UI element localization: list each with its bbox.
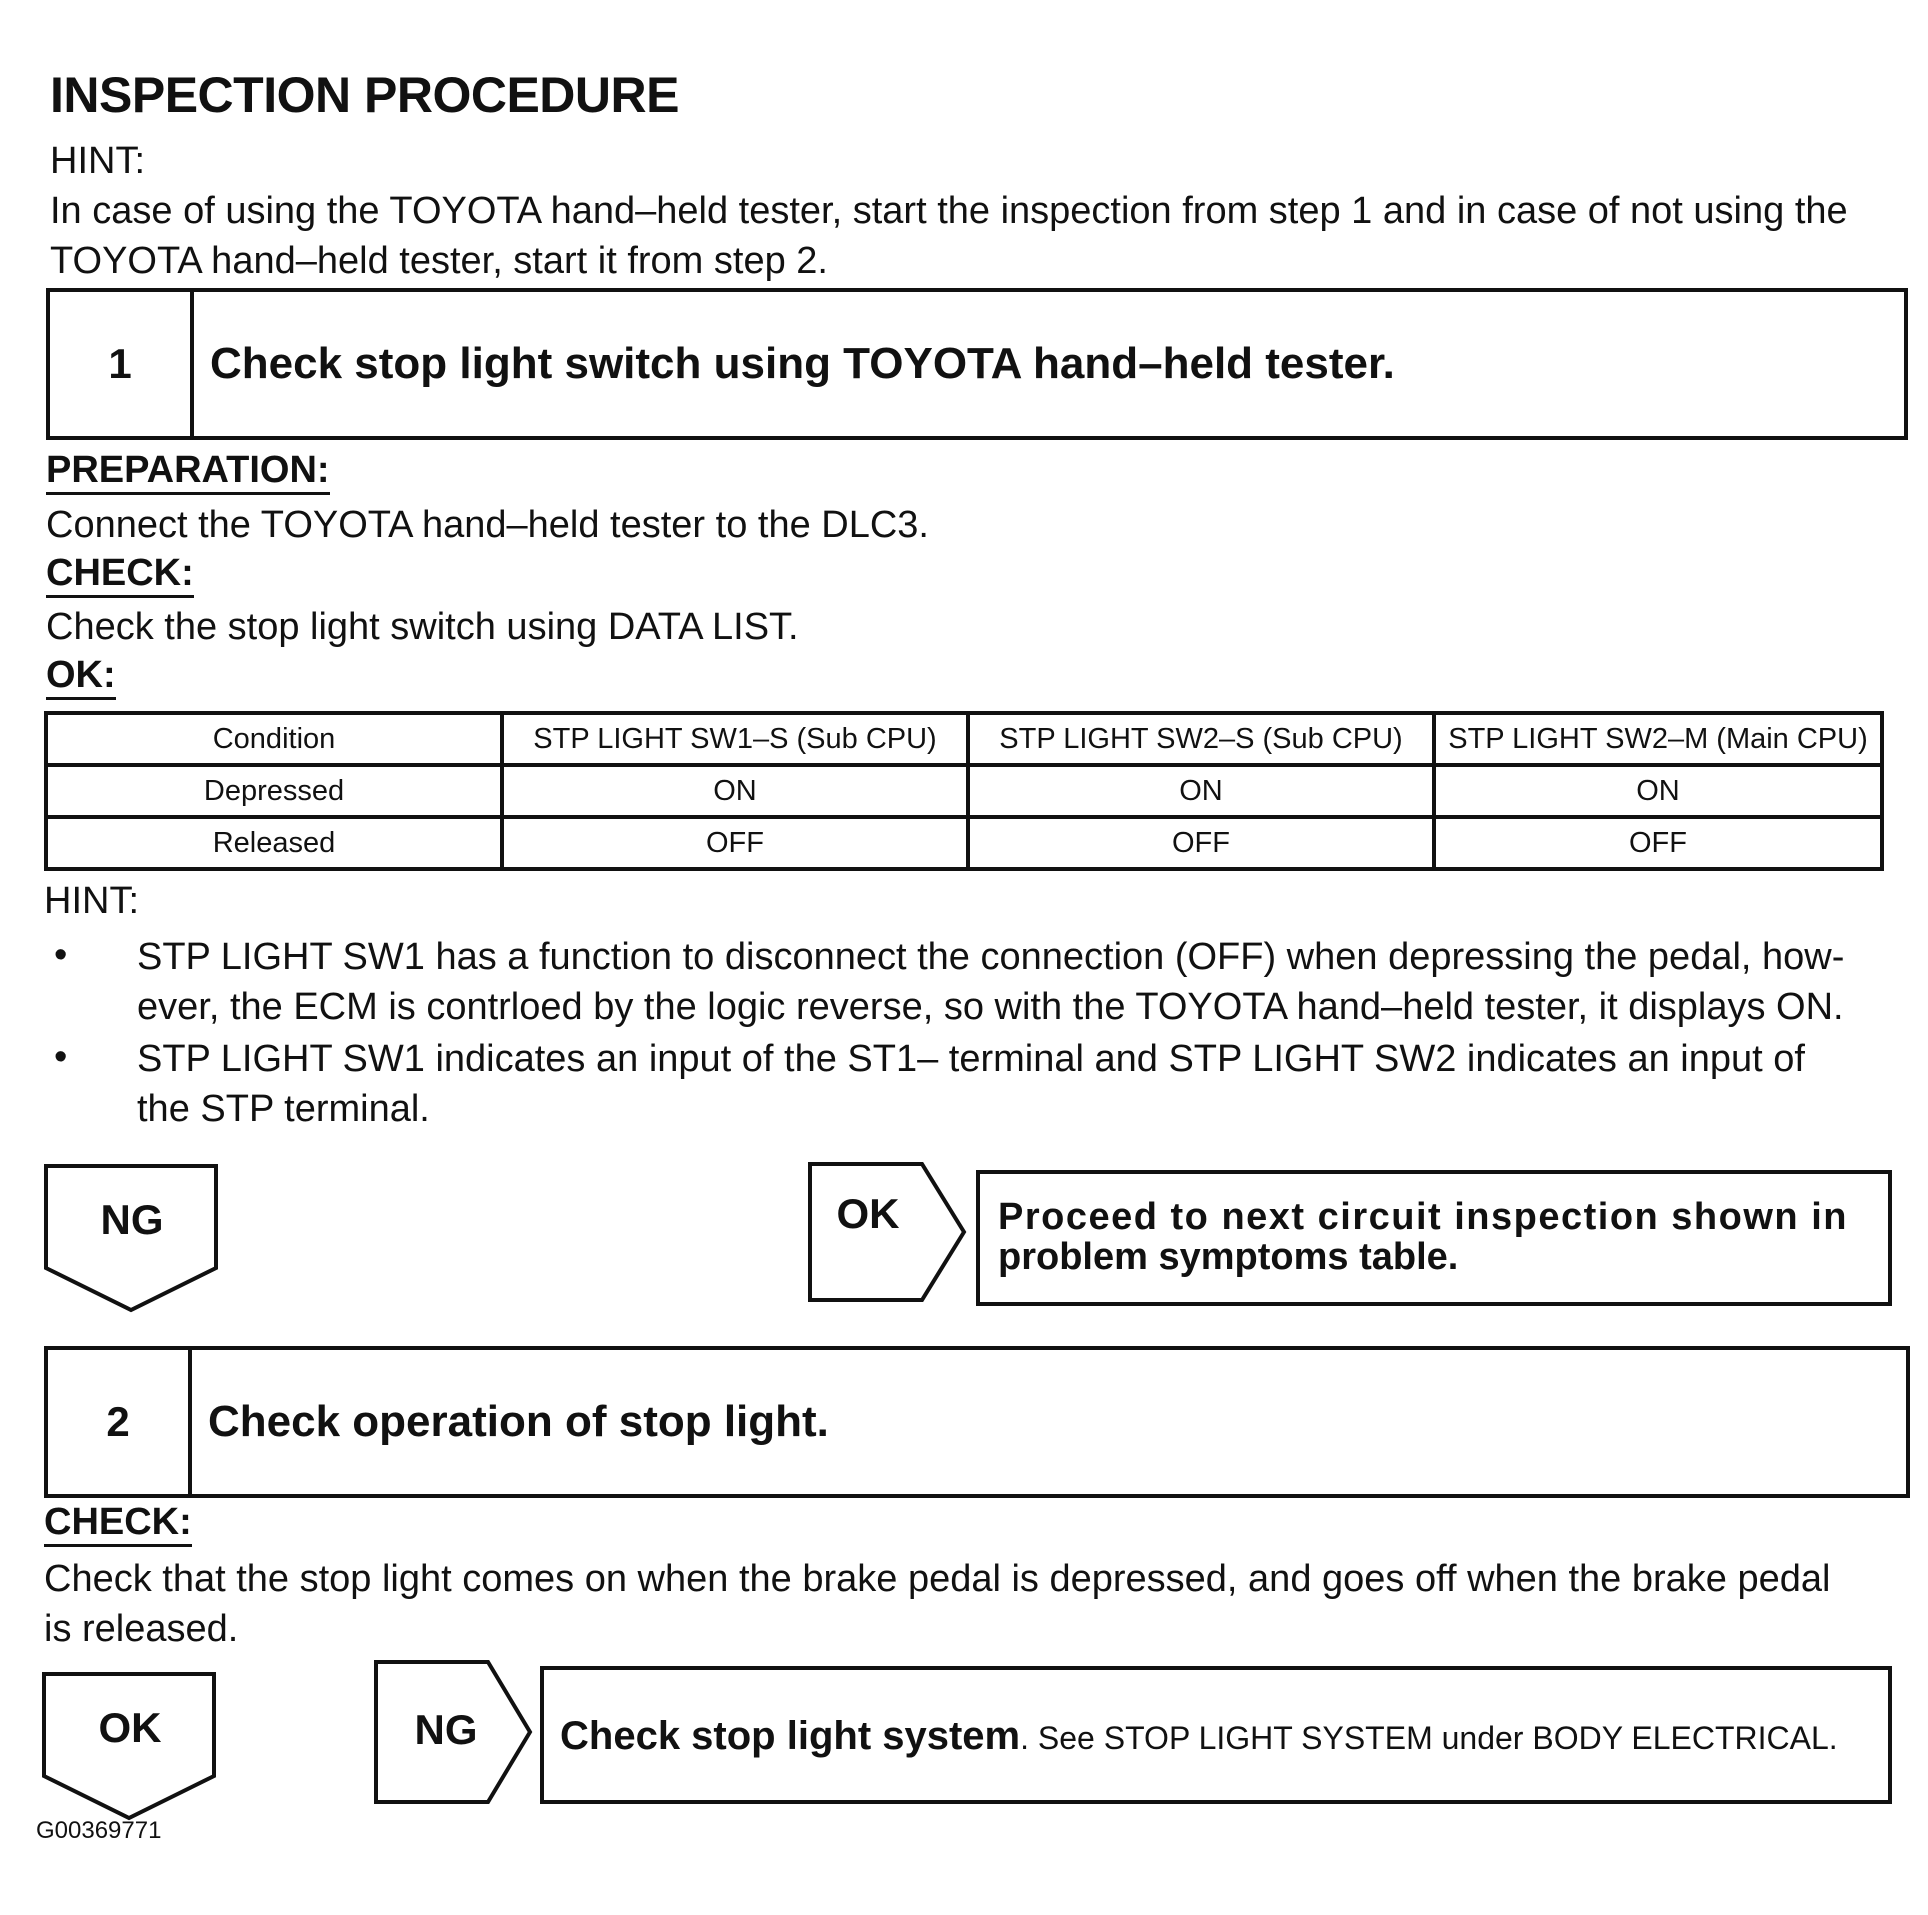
hint-bullet-2-line-1: STP LIGHT SW1 indicates an input of the ST1– terminal and STP LIGHT SW2 indicates an input of: [137, 1038, 1805, 1080]
data-list-table: [44, 711, 1884, 871]
bullet-symbol: •: [54, 934, 68, 976]
table-cell: Depressed: [46, 765, 502, 817]
step-2-ng-result-normal: . See STOP LIGHT SYSTEM under BODY ELECTRICAL.: [1020, 1720, 1838, 1756]
step-2-ng-result-text: [560, 1714, 1838, 1759]
bullet-symbol: •: [54, 1036, 68, 1078]
step-2-check-label: CHECK:: [44, 1500, 192, 1547]
intro-hint-label: HINT:: [50, 140, 145, 182]
step-2-ok-label: OK: [98, 1704, 162, 1751]
table-header-cell: STP LIGHT SW2–S (Sub CPU): [968, 713, 1434, 765]
table-cell: ON: [502, 765, 968, 817]
table-header-row: [46, 713, 1882, 765]
table-cell: Released: [46, 817, 502, 869]
hint-bullet-1-line-1: STP LIGHT SW1 has a function to disconnect the connection (OFF) when depressing the pedal, how-: [137, 936, 1845, 978]
step-1-ok-label: OK:: [46, 653, 116, 700]
step-2-ng-result-box: [540, 1666, 1892, 1804]
step-2-ng-result-bold: Check stop light system: [560, 1714, 1021, 1758]
step-1-ok-result-line-1: Proceed to next circuit inspection shown in: [998, 1196, 1848, 1238]
step-1-title: Check stop light switch using TOYOTA hand–held tester.: [210, 339, 1395, 388]
step-2-ng-label: NG: [414, 1706, 478, 1753]
figure-code: G00369771: [36, 1817, 162, 1844]
step-2-check-line-1: Check that the stop light comes on when the brake pedal is depressed, and goes off when the brake pedal: [44, 1558, 1831, 1600]
step-2-number: 2: [48, 1350, 192, 1494]
intro-hint-line-2: TOYOTA hand–held tester, start it from step 2.: [50, 240, 828, 282]
step-2-title: Check operation of stop light.: [208, 1397, 829, 1446]
step-1-ng-label: NG: [100, 1196, 164, 1243]
table-header-cell: Condition: [46, 713, 502, 765]
table-cell: ON: [1434, 765, 1882, 817]
step-1-header: [46, 288, 1908, 440]
step-1-check-label: CHECK:: [46, 551, 194, 598]
table-header-cell: STP LIGHT SW2–M (Main CPU): [1434, 713, 1882, 765]
step-1-ok-result-line-2: problem symptoms table.: [998, 1236, 1459, 1278]
step-2-header: [44, 1346, 1910, 1498]
step-1-ok-result-box: [976, 1170, 1892, 1306]
step-1-preparation-text: Connect the TOYOTA hand–held tester to the DLC3.: [46, 504, 929, 546]
hint-bullet-1-line-2: ever, the ECM is contrloed by the logic reverse, so with the TOYOTA hand–held tester, it displays ON.: [137, 986, 1844, 1028]
step-1-hint-label: HINT:: [44, 880, 139, 922]
page-title: INSPECTION PROCEDURE: [50, 67, 679, 123]
table-cell: OFF: [1434, 817, 1882, 869]
table-cell: OFF: [968, 817, 1434, 869]
step-1-ok-label-arrow: OK: [836, 1190, 900, 1237]
table-row: [46, 817, 1882, 869]
table-cell: OFF: [502, 817, 968, 869]
step-1-preparation-label: PREPARATION:: [46, 448, 330, 495]
intro-hint-line-1: In case of using the TOYOTA hand–held tester, start the inspection from step 1 and in case of not using the: [50, 190, 1848, 232]
table-header-cell: STP LIGHT SW1–S (Sub CPU): [502, 713, 968, 765]
table-cell: ON: [968, 765, 1434, 817]
step-2-check-line-2: is released.: [44, 1608, 239, 1650]
table-row: [46, 765, 1882, 817]
step-1-number: 1: [50, 292, 194, 436]
step-1-check-text: Check the stop light switch using DATA LIST.: [46, 606, 799, 648]
hint-bullet-2-line-2: the STP terminal.: [137, 1088, 430, 1130]
